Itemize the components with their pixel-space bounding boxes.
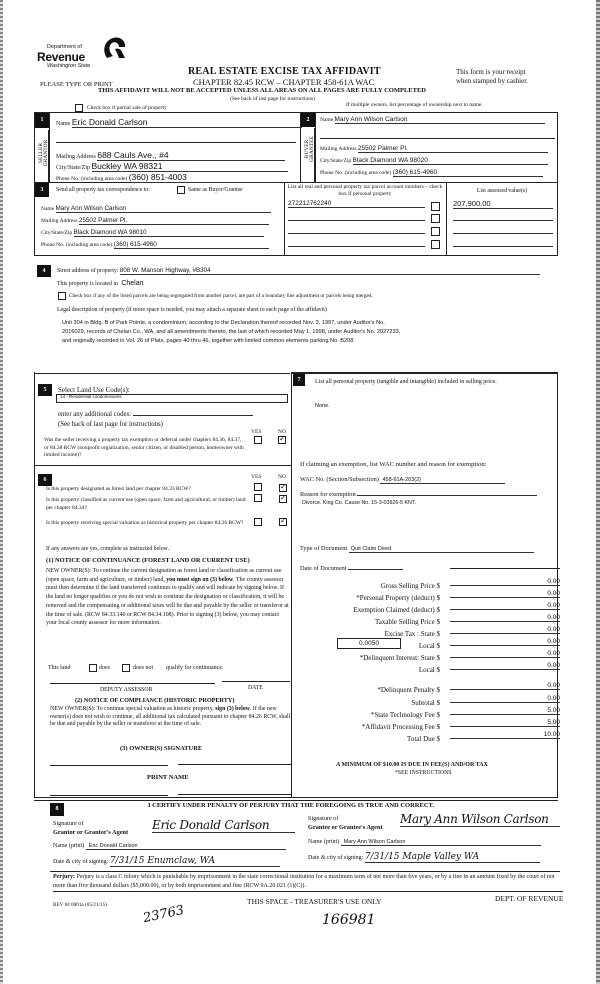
gross-selling-price-row: Gross Selling Price $ 0.00 — [380, 578, 560, 590]
seller-side-label: SELLER GRANTOR — [35, 130, 49, 182]
assessor-date-line[interactable] — [222, 681, 290, 682]
exemption-yes-checkbox[interactable] — [254, 436, 262, 444]
grantee-name-row: Name (print) Mary Ann Wilson Carlson — [308, 839, 541, 846]
parcel-field-2[interactable] — [288, 220, 425, 221]
logo-line3: Washington State — [47, 63, 91, 69]
corr-name-field[interactable]: Mary Ann Wilson Carlson — [56, 205, 271, 213]
delinquent-interest-local-row: Local $ 0.00 — [418, 662, 560, 674]
notice-compliance-title: (2) NOTICE OF COMPLIANCE (HISTORIC PROPERTY) — [75, 697, 235, 704]
notice-continuance-body: NEW OWNER(S): To continue the current designation as forest land or classification as current use (open space, farm and agriculture, or timber) land, you must sign on (3) below. The county assessor must then determine if the land transferred continues to qualify and will indicate by signing below. If the land no longer qualifies or you do not wish to continue the designation or classification, it will be removed and the compensating or additional taxes will be due and payable by the seller or transferor at the time of sale. (RCW 84.33.140 or RCW 84.34.108). Prior to signing (3) below, you may contact your local county assessor for more information. — [46, 568, 289, 627]
logo-line2: Revenue — [37, 50, 85, 64]
delinquent-penalty-field[interactable]: 0.00 — [450, 682, 560, 690]
grantee-sig-label-1: Signature of — [308, 815, 339, 822]
does-label: does — [99, 665, 110, 671]
taxable-selling-price-row: Taxable Selling Price $ 0.00 — [374, 614, 560, 626]
owner-signature-line-2[interactable] — [178, 764, 291, 765]
located-in-row: This property is located in Chelan — [57, 280, 144, 287]
multiple-owners-note: If multiple owners, list percentage of ownership next to name. — [346, 102, 483, 108]
dor-r-logo-icon — [101, 36, 127, 62]
owner-signature-line-1[interactable] — [50, 765, 168, 766]
exemption-instruction: If claiming an exemption, list WAC number and reason for exemption: — [300, 461, 487, 468]
legal-description-label: Legal description of property (if more space is needed, you may attach a separate sheet to each page of the affidavit) — [57, 307, 327, 313]
forest-no-checkbox[interactable] — [279, 484, 287, 492]
parcel-field-3[interactable] — [288, 233, 425, 234]
this-land-label: This land — [48, 665, 71, 671]
buyer-side-label: BUYER GRANTEE — [301, 128, 315, 182]
seller-phone-row: Phone No. (including area code) (360) 851-4003 — [56, 172, 279, 183]
exemption-question: Was the seller receiving a property tax exemption or deferral under chapters 84.36, 84.37, or 84.38 RCW (nonprofit organization, senior citizen, or disabled person, homeowner with limited income)? — [44, 437, 244, 458]
does-not-checkbox[interactable] — [122, 664, 130, 672]
doc-date-row: Date of Document — [300, 564, 403, 572]
excise-tax-state-row: Excise Tax : State $ 0.00 — [384, 626, 560, 638]
parcel-personal-checkbox-4[interactable] — [431, 240, 440, 249]
grantee-sig-label-2: Grantee or Grantee's Agent — [308, 824, 383, 831]
assessed-header: List assessed value(s) — [476, 188, 528, 194]
corr-phone-field[interactable]: (360) 615-4960 — [114, 241, 269, 249]
please-print: PLEASE TYPE OR PRINT — [40, 81, 113, 88]
assessed-field-3[interactable] — [453, 233, 553, 234]
same-as-buyer-label: Same as Buyer/Grantee — [188, 187, 243, 193]
segregated-checkbox[interactable] — [58, 292, 66, 300]
grantor-sig-label-1: Signature of — [53, 820, 84, 827]
does-checkbox[interactable] — [89, 664, 97, 672]
section-8-badge: 8 — [50, 803, 64, 816]
grantor-date-field[interactable]: 7/31/15 Enumclaw, WA — [110, 856, 280, 867]
perjury-statement: Perjury: Perjury is a class C felony which is punishable by imprisonment in the state correctional institution for a maximum term of not more than five years, or by a fine in an amount fixed by the court of not more than five thousand dollars ($5,000.00), or by both imprisonment and fine (RCW 9A.20.021 (1)(C)). — [53, 873, 563, 892]
delinquent-interest-local-field[interactable]: 0.00 — [450, 662, 560, 670]
county-field[interactable]: Chelan — [121, 280, 144, 287]
section-1-badge: 1 — [35, 113, 49, 128]
personal-property-value[interactable]: None. — [315, 403, 330, 409]
section-7-badge: 7 — [293, 374, 305, 386]
buyer-city-field[interactable]: Black Diamond WA 98020 — [353, 157, 548, 165]
excise-tax-local-row: Local $ 0.00 — [418, 638, 560, 650]
grantee-signature[interactable]: Mary Ann Wilson Carlson — [400, 812, 560, 827]
seller-city-field[interactable]: Buckley WA 98321 — [92, 161, 288, 172]
additional-codes-row: enter any additional codes: — [58, 409, 253, 418]
buyer-mailing-row: Mailing Address 25502 Palmer Pl. — [320, 145, 548, 153]
owner-signature-label: (3) OWNER(S) SIGNATURE — [120, 745, 203, 752]
corr-name-row: Name Mary Ann Wilson Carlson — [41, 205, 271, 213]
parcel-field-4[interactable] — [288, 246, 425, 247]
partial-sale-label: Check box if partial sale of property — [87, 105, 167, 111]
certify-statement: I CERTIFY UNDER PENALTY OF PERJURY THAT THE FOREGOING IS TRUE AND CORRECT. — [148, 802, 435, 809]
total-due-row: Total Due $ 10.00 — [407, 731, 560, 743]
local-rate-field[interactable]: 0.0050 — [337, 638, 401, 649]
subtotal-field[interactable]: 0.00 — [450, 695, 560, 703]
delinquent-interest-state-field[interactable]: 0.00 — [450, 650, 560, 658]
same-as-buyer-checkbox[interactable] — [177, 186, 185, 194]
handwritten-number-1: 23763 — [141, 902, 186, 927]
grantor-date-row: Date & city of signing: 7/31/15 Enumclaw, WA — [53, 856, 280, 867]
section-2-badge: 2 — [301, 113, 315, 127]
assessed-field-1[interactable]: 207,900.00 — [453, 199, 553, 209]
wac-row: WAC No. (Section/Subsection) 458-61A-203(2) — [300, 476, 505, 484]
parcel-personal-checkbox-2[interactable] — [431, 214, 440, 223]
s5-yes-header: YES — [251, 429, 262, 435]
state-technology-fee-row: *State Technology Fee $ 5.00 — [370, 707, 560, 719]
doc-date-field[interactable] — [348, 564, 403, 570]
current-use-no-checkbox[interactable] — [279, 495, 287, 503]
correspondence-label: Send all property tax correspondence to: — [56, 187, 150, 193]
buyer-phone-field[interactable]: (360) 615-4960 — [393, 169, 543, 177]
seller-name-field[interactable]: Eric Donald Carlson — [72, 117, 302, 128]
receipt-note-1: This form is your receipt — [456, 68, 526, 76]
s5-no-header: NO — [278, 429, 286, 435]
logo-line1: Department of — [47, 44, 82, 50]
corr-mailing-row: Mailing Address 25502 Palmer Pl. — [41, 217, 269, 225]
minimum-due-note: A MINIMUM OF $10.00 IS DUE IN FEE(S) AND/OR TAX — [336, 762, 488, 768]
current-use-yes-checkbox[interactable] — [254, 494, 262, 502]
personal-property-deduct-row: *Personal Property (deduct) $ 0.00 — [356, 590, 560, 602]
reason-field[interactable]: Divorce. King Co. Cause No. 15-3-03926-5 KNT. — [302, 500, 416, 506]
segregated-label: Check box if any of the listed parcels are being segregated from another parcel, are part of a boundary line adjustment or parcels being merged. — [69, 293, 373, 299]
state-technology-fee-field[interactable]: 5.00 — [450, 707, 560, 715]
section-5-badge: 5 — [38, 384, 52, 396]
section-6-badge: 6 — [38, 474, 52, 486]
seller-city-row: City/State/Zip Buckley WA 98321 — [56, 161, 288, 172]
warning-text: THIS AFFIDAVIT WILL NOT BE ACCEPTED UNLESS ALL AREAS ON ALL PAGES ARE FULLY COMPLETED — [98, 87, 426, 94]
section-3-badge: 3 — [35, 183, 49, 197]
forest-yes-checkbox[interactable] — [254, 483, 262, 491]
historical-question: Is this property receiving special valuation as historical property per chapter 84.26 RCW? — [46, 520, 244, 526]
see-instructions-note: *SEE INSTRUCTIONS — [395, 770, 452, 776]
street-address-row: Street address of property: 808 W. Manson Highway, #B304 — [57, 267, 540, 275]
wac-field[interactable]: 458-61A-203(2) — [380, 477, 505, 484]
grantee-name-field[interactable]: Mary Ann Wilson Carlson — [341, 839, 541, 846]
deputy-assessor-label: DEPUTY ASSESSOR — [100, 687, 153, 693]
seller-mailing-row: Mailing Address 688 Cauls Ave., #4 — [56, 150, 285, 161]
print-name-line-1[interactable] — [50, 795, 168, 796]
historical-yes-checkbox[interactable] — [254, 518, 262, 526]
assessor-date-label: DATE — [248, 685, 263, 691]
buyer-name-row: Name Mary Ann Wilson Carlson — [320, 116, 545, 124]
grantee-date-row: Date & city of signing: 7/31/15 Maple Valley WA — [308, 852, 540, 863]
notice-continuance-title: (1) NOTICE OF CONTINUANCE (FOREST LAND OR CURRENT USE) — [46, 557, 250, 564]
if-yes-note: If any answers are yes, complete as instructed below. — [46, 546, 169, 552]
current-use-question: Is this property classified as current use (open space, farm and agricultural, or timber) land per chapter 84.34? — [46, 497, 246, 511]
seller-mailing-field[interactable]: 688 Cauls Ave., #4 — [97, 150, 285, 161]
parcel-field-1[interactable]: 272212762240 — [288, 200, 425, 208]
gross-selling-price-field[interactable]: 0.00 — [450, 578, 560, 586]
doc-type-row: Type of Document Quit Claim Deed — [300, 545, 534, 553]
excise-tax-state-field[interactable]: 0.00 — [450, 626, 560, 634]
receipt-note-2: when stamped by cashier. — [456, 77, 528, 85]
partial-sale-checkbox[interactable] — [75, 104, 83, 112]
personal-property-label: List all personal property (tangible and intangible) included in selling price. — [315, 379, 497, 385]
grantor-sig-label-2: Grantor or Grantor's Agent — [53, 829, 129, 836]
exemption-claimed-row: Exemption Claimed (deduct) $ 0.00 — [353, 602, 560, 614]
buyer-name-field[interactable]: Mary Ann Wilson Carlson — [335, 116, 545, 124]
print-name-line-2[interactable] — [178, 794, 291, 795]
dor-logo — [37, 42, 117, 72]
scan-edge-left — [0, 0, 3, 984]
deputy-assessor-line[interactable] — [50, 683, 215, 684]
land-use-see-back: (See back of last page for instructions) — [58, 421, 163, 428]
exemption-claimed-field[interactable]: 0.00 — [450, 602, 560, 610]
dept-revenue-label: DEPT. OF REVENUE — [495, 894, 564, 903]
legal-description-line2[interactable]: 2016029, records of Chelan Co., WA, and all amendments thereto, the last of which recorded May 1, 1998, under Auditor's No. 2027233, — [62, 329, 401, 335]
form-title: REAL ESTATE EXCISE TAX AFFIDAVIT — [188, 66, 381, 77]
exemption-no-checkbox[interactable] — [278, 436, 286, 444]
legal-description-line3[interactable]: and originally recorded in Vol. 26 of Plats, pages 40 thru 46, together with limited common elements parking No. B208 — [62, 338, 354, 344]
additional-codes-field[interactable] — [133, 409, 253, 416]
historical-no-checkbox[interactable] — [279, 518, 287, 526]
section-4-badge: 4 — [37, 265, 51, 277]
corr-city-field[interactable]: Black Diamond WA 98010 — [74, 229, 264, 237]
assessed-field-2[interactable] — [453, 220, 553, 221]
grantor-name-field[interactable]: Eric Donald Carlson — [86, 843, 286, 850]
corr-city-row: City/State/Zip Black Diamond WA 98010 — [41, 229, 264, 237]
seller-name-row: Name Eric Donald Carlson — [56, 117, 302, 128]
parcel-personal-checkbox-1[interactable] — [431, 202, 440, 211]
corr-mailing-field[interactable]: 25502 Palmer Pl. — [79, 217, 269, 225]
buyer-city-row: City/State/Zip Black Diamond WA 98020 — [320, 157, 548, 165]
land-use-code-select[interactable]: 14 - Residential condominiums — [56, 394, 288, 403]
taxable-selling-price-field[interactable]: 0.00 — [450, 614, 560, 622]
scan-edge-right — [596, 0, 600, 984]
total-due-field[interactable]: 10.00 — [450, 731, 560, 739]
delinquent-interest-state-row: *Delinquent Interest: State $ 0.00 — [359, 650, 560, 662]
qualify-label: qualify for continuance. — [166, 665, 224, 671]
personal-property-deduct-field[interactable]: 0.00 — [450, 590, 560, 598]
handwritten-number-2: 166981 — [322, 912, 376, 928]
notice-compliance-body: NEW OWNER(S): To continue special valuation as historic property, sign (3) below. If the new owner(s) does not wish to continue, all additional tax calculated pursuant to chapter 84.26 RCW, shall be due and payable by the seller or transferor at the time of sale. — [50, 706, 291, 727]
print-name-label: PRINT NAME — [147, 774, 189, 781]
legal-description-line1[interactable]: Unit 304 in Bldg. B of Park Pointe, a condominium, according to the Declaration thereof recorded Nov. 3, 1997, under Auditor's No. — [62, 320, 385, 326]
parcel-personal-checkbox-3[interactable] — [431, 227, 440, 236]
seller-phone-field[interactable]: (360) 851-4003 — [129, 172, 279, 183]
buyer-phone-row: Phone No. (including area code) (360) 615-4960 — [320, 169, 543, 177]
affidavit-processing-fee-row: *Affidavit Processing Fee $ 5.00 — [361, 719, 560, 731]
street-address-field[interactable]: 808 W. Manson Highway, #B304 — [120, 267, 540, 275]
treasurer-use-label: THIS SPACE - TREASURER'S USE ONLY — [247, 897, 382, 906]
grantor-name-row: Name (print) Eric Donald Carlson — [53, 843, 286, 850]
affidavit-processing-fee-field[interactable]: 5.00 — [450, 719, 560, 727]
assessed-field-4[interactable] — [453, 246, 553, 247]
buyer-mailing-field[interactable]: 25502 Palmer Pl. — [358, 145, 548, 153]
parcel-header: List all real and personal property tax parcel account numbers – check box if personal property — [287, 184, 443, 197]
delinquent-penalty-row: *Delinquent Penalty $ 0.00 — [377, 682, 560, 694]
excise-tax-local-field[interactable]: 0.00 — [450, 638, 560, 646]
subtotal-row: Subtotal $ 0.00 — [411, 695, 560, 707]
doc-type-field[interactable]: Quit Claim Deed — [349, 546, 534, 553]
grantee-date-field[interactable]: 7/31/15 Maple Valley WA — [365, 852, 540, 863]
corr-phone-row: Phone No. (including area code) (360) 615-4960 — [41, 241, 269, 249]
form-id: REV 84 0001a (05/21/15) — [53, 902, 107, 908]
grantor-signature[interactable]: Eric Donald Carlson — [152, 818, 295, 833]
reason-row: Reason for exemption — [300, 490, 537, 498]
does-not-label: does not — [133, 665, 154, 671]
see-back-note: (See back of last page for instructions) — [230, 96, 315, 102]
forest-land-question: Is this property designated as forest land per chapter 84.33 RCW? — [46, 486, 191, 492]
s6-yes-header: YES — [251, 474, 262, 480]
s6-no-header: NO — [278, 474, 286, 480]
form-subtitle: CHAPTER 82.45 RCW – CHAPTER 458-61A WAC — [193, 77, 375, 87]
land-use-label: Select Land Use Code(s): — [58, 386, 130, 394]
